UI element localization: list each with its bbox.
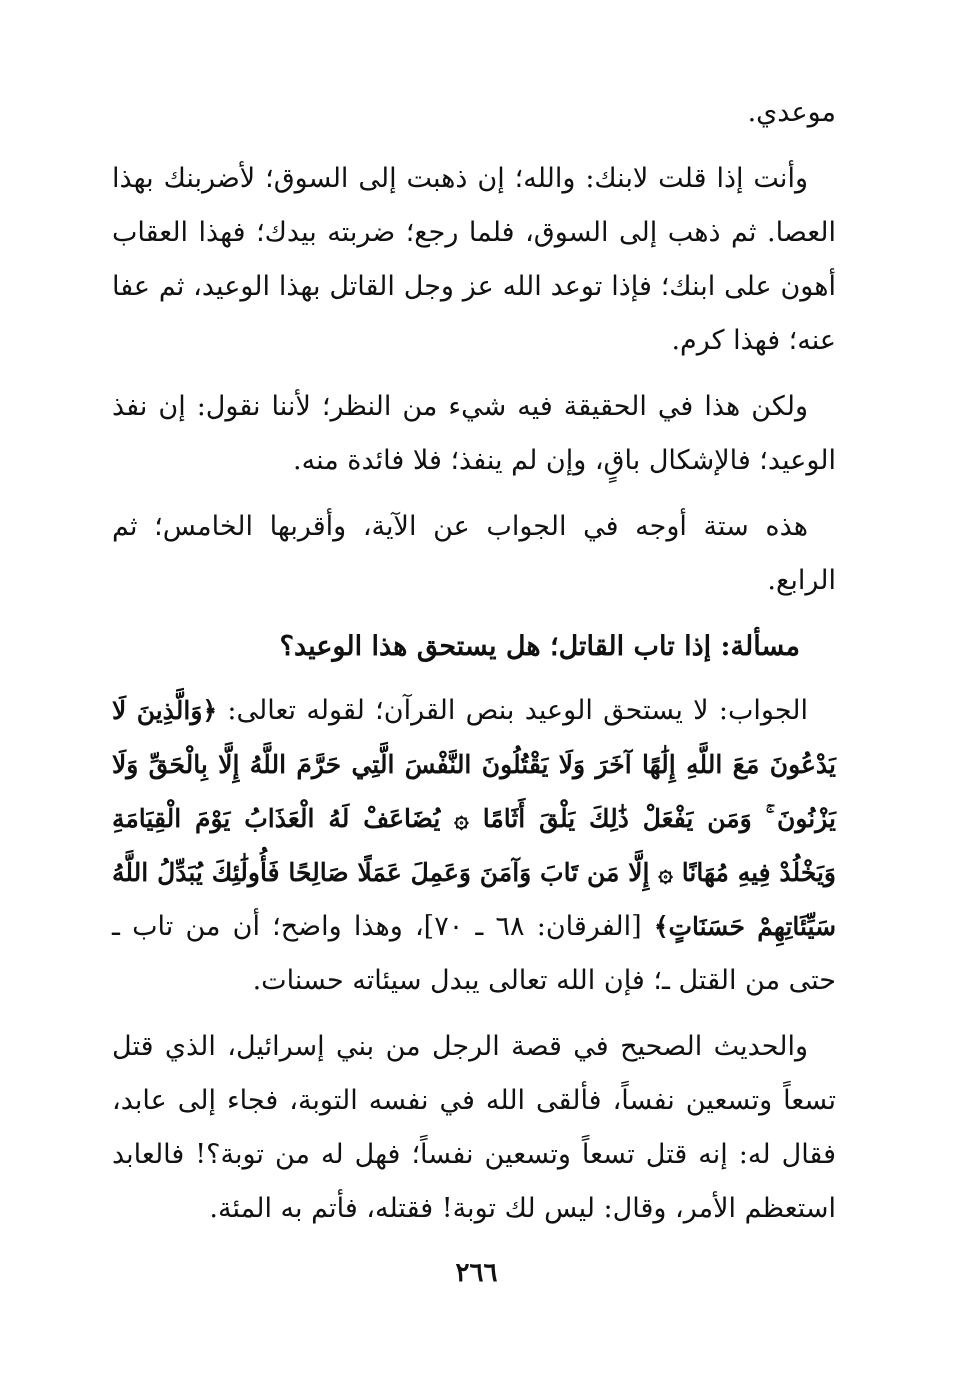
paragraph-objection: ولكن هذا في الحقيقة فيه شيء من النظر؛ لأننا نقول: إن نفذ الوعيد؛ فالإشكال باقٍ، وإن لم ينفذ؛ فلا فائدة منه. — [112, 391, 836, 476]
section-heading: مسألة: إذا تاب القاتل؛ هل يستحق هذا الوعيد؟ — [279, 631, 800, 662]
quran-verse: ﴿وَالَّذِينَ لَا يَدْعُونَ مَعَ اللَّهِ إِلَٰهًا آخَرَ وَلَا يَقْتُلُونَ النَّفْسَ الَّتِي حَرَّمَ اللَّهُ إِلَّا بِالْحَقِّ وَلَا يَزْنُونَ ۚ وَمَن يَفْعَلْ ذَٰلِكَ يَلْقَ أَثَامًا ۞ يُضَاعَفْ لَهُ الْعَذَابُ يَوْمَ الْقِيَامَةِ وَيَخْلُدْ فِيهِ مُهَانًا ۞ إِلَّا مَن تَابَ وَآمَنَ وَعَمِلَ عَمَلًا صَالِحًا فَأُولَٰئِكَ يُبَدِّلُ اللَّهُ سَيِّئَاتِهِمْ حَسَنَاتٍ﴾ — [112, 696, 837, 941]
paragraph-continuation: موعدي. — [747, 97, 836, 128]
paragraph-hadith: والحديث الصحيح في قصة الرجل من بني إسرائيل، الذي قتل تسعاً وتسعين نفساً، فألقى الله في نفسه التوبة، فجاء إلى عابد، فقال له: إنه قتل تسعاً وتسعين نفساً؛ فهل له من توبة؟! فالعابد استعظم الأمر، وقال: ليس لك توبة! فقتله، فأتم به المئة. — [112, 1031, 836, 1224]
answer-rest: [الفرقان: ٦٨ ـ ٧٠]، وهذا واضح؛ أن من تاب ـ حتى من القتل ـ؛ فإن الله تعالى يبدل سيئاته حسنات. — [112, 911, 836, 996]
answer-intro: الجواب: لا يستحق الوعيد بنص القرآن؛ لقوله تعالى: — [227, 695, 809, 726]
paragraph-punishment-analogy: وأنت إذا قلت لابنك: والله؛ إن ذهبت إلى السوق؛ لأضربنك بهذا العصا. ثم ذهب إلى السوق، فلما رجع؛ ضربته بيدك؛ فهذا العقاب أهون على ابنك؛ فإذا توعد الله عز وجل القاتل بهذا الوعيد، ثم عفا عنه؛ فهذا كرم. — [112, 163, 836, 356]
page-body — [112, 86, 836, 1248]
paragraph-summary: هذه ستة أوجه في الجواب عن الآية، وأقربها الخامس؛ ثم الرابع. — [112, 511, 836, 596]
paragraph-answer — [112, 684, 836, 1008]
page-number: ٢٦٦ — [455, 1258, 498, 1288]
